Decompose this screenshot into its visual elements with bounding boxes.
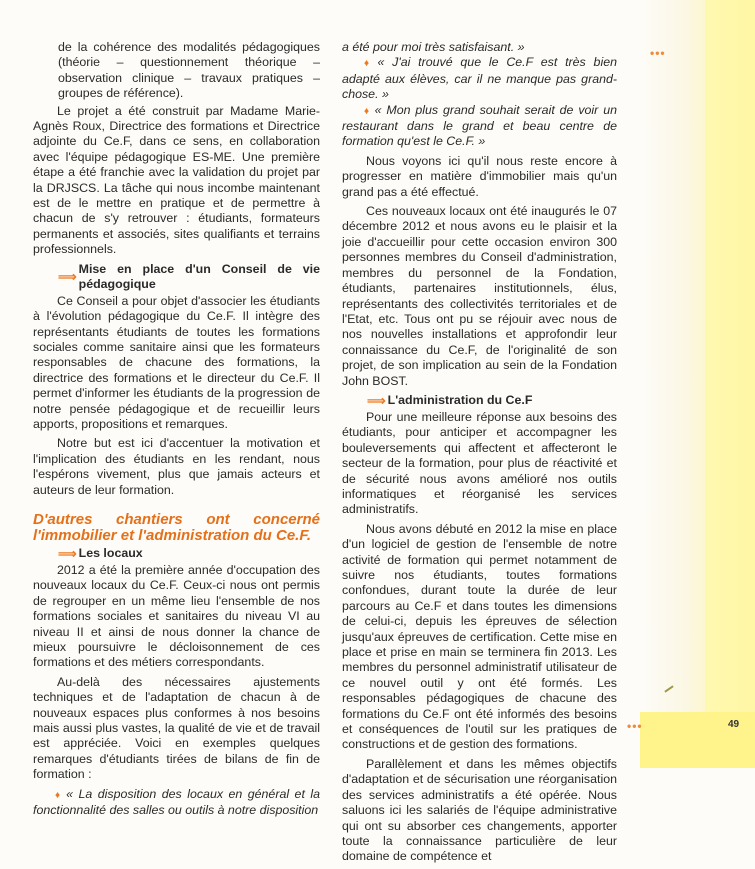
page-number: 49: [728, 719, 740, 730]
subheading-text: Mise en place d'un Conseil de vie pédagogique: [78, 261, 320, 291]
bullet-item: de la cohérence des modalités pédagogiques (théorie – questionnement théorique – observation clinique – travaux pratiques – groupes de référence).: [58, 40, 320, 101]
subheading: [33, 262, 320, 292]
paragraph: Nous voyons ici qu'il nous reste encore à progresser en matière d'immobilier mais qu'un grand pas a été effectué.: [342, 153, 617, 199]
diamond-icon: ♦: [364, 105, 371, 117]
quote-text: « J'ai trouvé que le Ce.F est très bien adapté aux élèves, car il ne manque pas grand-chose. »: [342, 55, 617, 102]
paragraph: Au-delà des nécessaires ajustements techniques et de l'adaptation de chacun à de nouveaux espaces plus conformes à nos besoins mais aussi plus vastes, la qualité de vie et de travail est appréciée. Voici en exemples quelques remarques d'étudiants tirées de bilans de fin de formation :: [33, 674, 320, 782]
quote-text: « La disposition des locaux en général et la fonctionnalité des salles ou outils à notre disposition: [33, 786, 320, 818]
subheading-text: Les locaux: [78, 545, 143, 560]
paragraph: Le projet a été construit par Madame Marie-Agnès Roux, Directrice des formations et Directrice adjointe du Ce.F, dans ce sens, en collaboration avec l'équipe pédagogique ES-ME. Une première étape a été franchie avec la validation du projet par la DRJSCS. La tâche qui nous incombe maintenant est de le mettre en pratique et de permettre à chacun de s'y retrouver : étudiants, formateurs permanents et associés, sites qualifiants et terrains professionnels.: [33, 103, 320, 257]
subheading: [342, 393, 617, 408]
dots-decoration-bottom: •••: [627, 719, 643, 733]
subheading-text: L'administration du Ce.F: [387, 392, 533, 407]
paragraph: Ces nouveaux locaux ont été inaugurés le 07 décembre 2012 et nous avons eu le plaisir et la joie d'accueillir pour cette occasion environ 300 personnes membres du Conseil d'administration, membres du personnel de la Fondation, étudiants, partenaires institutionnels, élus, représentants des collectivités territoriales et de l'Etat, etc. Tous ont pu se réjouir avec nous de nos nouvelles installations et approfondir leur connaissance du Ce.F, de l'originalité de son projet, de son implication au sein de la Fondation John BOST.: [342, 204, 617, 388]
subheading: [33, 546, 320, 561]
quote-text: « Mon plus grand souhait serait de voir un restaurant dans le grand et beau centre de formation qu'est le Ce.F. »: [342, 102, 617, 149]
right-column: [342, 40, 617, 869]
paragraph: Ce Conseil a pour objet d'associer les étudiants à l'évolution pédagogique du Ce.F. Il intègre des représentants étudiants de toutes les formations sociales comme sanitaire ainsi que les formateurs responsables de chacune des formations, la directrice des formations et le directeur du Ce.F. Il permet d'informer les étudiants de la progression de notre pensée pédagogique et de recueillir leurs apports, propositions et remarques.: [33, 293, 320, 431]
section-heading: D'autres chantiers ont concerné l'immobilier et l'administration du Ce.F.: [33, 510, 320, 544]
paragraph: Notre but est ici d'accentuer la motivation et l'implication des étudiants en les rendant, nous l'espérons vivement, plus que jamais acteurs et auteurs de leur formation.: [33, 436, 320, 497]
dots-decoration-top: •••: [650, 46, 666, 60]
left-column: [33, 40, 320, 818]
paragraph: 2012 a été la première année d'occupation des nouveaux locaux du Ce.F. Ceux-ci nous ont permis de regrouper en un même lieu l'ensemble de nos formations sociales et sanitaires du niveau VI au niveau II et ainsi de nous donner la chance de mieux poursuivre le décloisonnement de ces formations et des métiers correspondants.: [33, 562, 320, 670]
arrow-icon: ⟹: [367, 392, 384, 408]
paragraph: Nous avons débuté en 2012 la mise en place d'un logiciel de gestion de l'ensemble de notre activité de formation qui permet notamment de suivre nos étudiants, toutes formations confondues, durant toute la durée de leur parcours au Ce.F et dans toutes les dimensions de celui-ci, depuis les épreuves de sélection jusqu'aux épreuves de certification. Cette mise en place et prise en main se terminera fin 2013. Les membres du personnel administratif utilisateur de ce nouvel outil y ont été formés. Les responsables pédagogiques de chacune des formations du Ce.F ont été informés des besoins et conséquences de l'outil sur les pratiques de constructions et de gestion des formations.: [342, 521, 617, 752]
diamond-icon: ♦: [364, 58, 374, 70]
diamond-icon: ♦: [55, 789, 63, 801]
paragraph: Parallèlement et dans les mêmes objectifs d'adaptation et de sécurisation une réorganisation des services administratifs a été opérée. Nous saluons ici les salariés de l'équipe administrative qui ont su absorber ces changements, apporter toute la connaissance particulière de leur domaine de compétence et: [342, 756, 617, 864]
arrow-icon: ⟹: [58, 545, 75, 561]
yellow-band: [705, 0, 755, 768]
quote: [342, 55, 617, 102]
quote: [342, 103, 617, 150]
arrow-icon: ⟹: [58, 269, 75, 285]
paragraph: Pour une meilleure réponse aux besoins des étudiants, pour anticiper et accompagner les bouleversements qui affectent et affecteront le secteur de la formation, pour plus de réactivité et de sécurité nous avons amélioré nos outils informatiques et réorganisé les services administratifs.: [342, 409, 617, 517]
quote: [33, 787, 320, 819]
quote: a été pour moi très satisfaisant. »: [342, 40, 525, 54]
bullet-list: [58, 40, 320, 102]
